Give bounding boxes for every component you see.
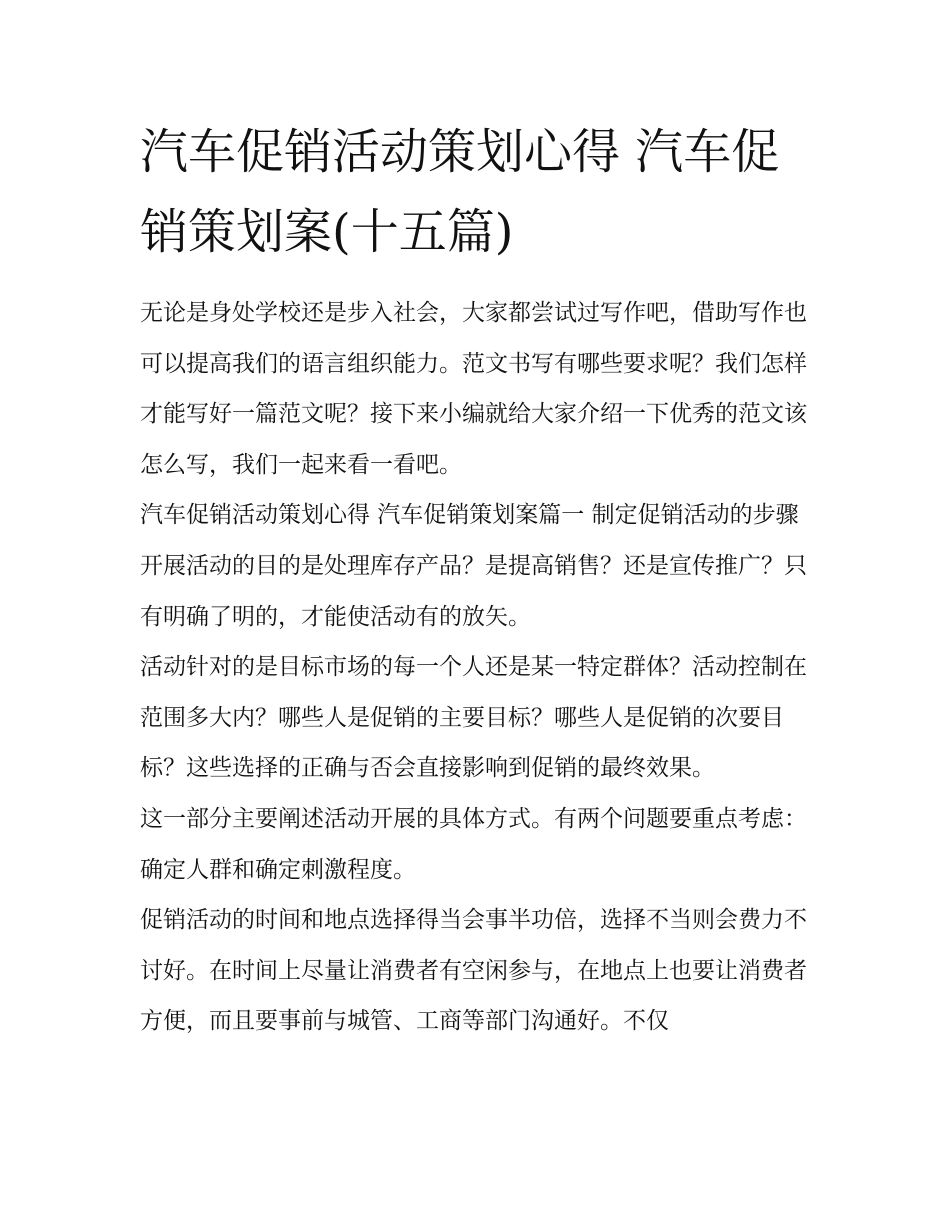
paragraph-list	[140, 288, 812, 1047]
paragraph-time-place: 促销活动的时间和地点选择得当会事半功倍，选择不当则会费力不讨好。在时间上尽量让消费者有空闲参与，在地点上也要让消费者方便，而且要事前与城管、工商等部门沟通好。不仅	[140, 907, 807, 1035]
paragraph-target: 活动针对的是目标市场的每一个人还是某一特定群体？活动控制在范围多大内？哪些人是促销的主要目标？哪些人是促销的次要目标？这些选择的正确与否会直接影响到促销的最终效果。	[140, 654, 807, 782]
document-title: 汽车促销活动策划心得 汽车促销策划案(十五篇)	[140, 124, 780, 260]
document-body	[140, 112, 812, 1047]
paragraph-steps: 汽车促销活动策划心得 汽车促销策划案篇一 制定促销活动的步骤 开展活动的目的是处理库存产品？是提高销售？还是宣传推广？只有明确了明的，才能使活动有的放矢。	[140, 502, 807, 630]
paragraph-intro: 无论是身处学校还是步入社会，大家都尝试过写作吧，借助写作也可以提高我们的语言组织能力。范文书写有哪些要求呢？我们怎样才能写好一篇范文呢？接下来小编就给大家介绍一下优秀的范文该怎么写，我们一起来看一看吧。	[140, 300, 807, 478]
paragraph-method: 这一部分主要阐述活动开展的具体方式。有两个问题要重点考虑：确定人群和确定刺激程度。	[140, 805, 807, 883]
